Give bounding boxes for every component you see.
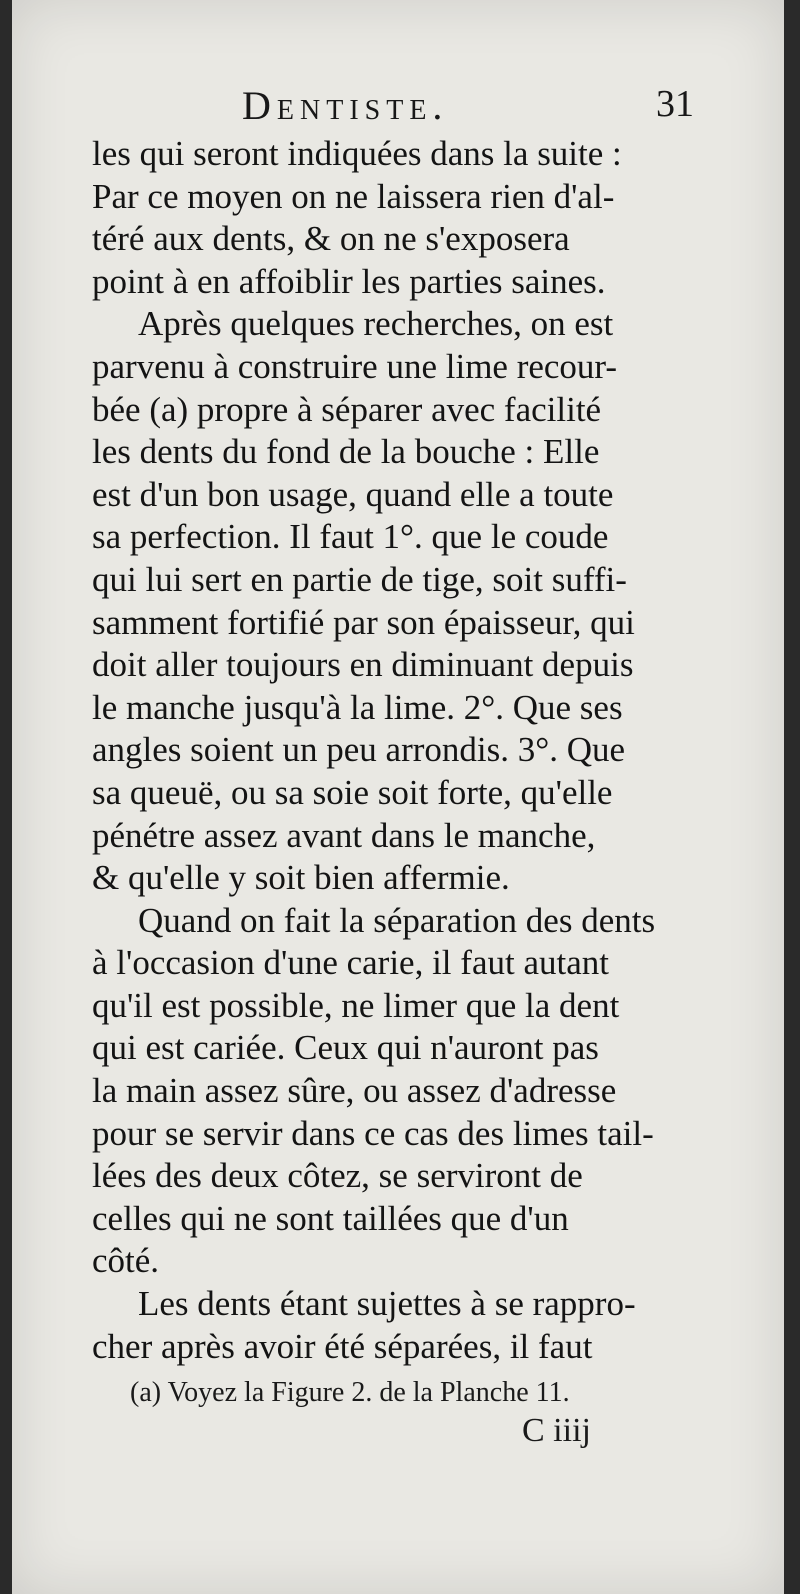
text-line: parvenu à construire une lime recour- xyxy=(92,346,618,386)
text-line: à l'occasion d'une carie, il faut autant xyxy=(92,943,609,983)
paragraph-start-line: Les dents étant sujettes à se rappro- xyxy=(138,1284,636,1324)
text-line: sa queuë, ou sa soie soit forte, qu'elle xyxy=(92,772,613,812)
footnote: (a) Voyez la Figure 2. de la Planche 11. xyxy=(130,1377,570,1408)
text-line: pénétre assez avant dans le manche, xyxy=(92,815,596,855)
text-line: & qu'elle y soit bien affermie. xyxy=(92,858,510,898)
text-line: point à en affoiblir les parties saines. xyxy=(92,261,606,301)
text-line: lées des deux côtez, se serviront de xyxy=(92,1156,583,1196)
text-line: qu'il est possible, ne limer que la dent xyxy=(92,985,620,1025)
text-line: côté. xyxy=(92,1241,160,1281)
running-title: Dentiste. xyxy=(242,83,449,128)
text-line: pour se servir dans ce cas des limes tail- xyxy=(92,1113,654,1153)
text-line: le manche jusqu'à la lime. 2°. Que ses xyxy=(92,687,623,727)
text-line: les qui seront indiquées dans la suite : xyxy=(92,134,622,173)
book-page xyxy=(12,0,784,1594)
paragraph-start-line: Quand on fait la séparation des dents xyxy=(138,900,656,940)
text-line: bée (a) propre à séparer avec facilité xyxy=(92,389,602,429)
body-text xyxy=(92,133,697,1368)
text-line: sa perfection. Il faut 1°. que le coude xyxy=(92,517,609,557)
page-number: 31 xyxy=(656,83,694,125)
paragraph-start-line: Après quelques recherches, on est xyxy=(138,304,614,344)
text-line: cher après avoir été séparées, il faut xyxy=(92,1326,593,1366)
text-line: la main assez sûre, ou assez d'adresse xyxy=(92,1071,617,1111)
text-line: qui est cariée. Ceux qui n'auront pas xyxy=(92,1028,599,1068)
text-line: téré aux dents, & on ne s'exposera xyxy=(92,219,570,259)
text-line: angles soient un peu arrondis. 3°. Que xyxy=(92,730,626,770)
text-line: qui lui sert en partie de tige, soit suffi- xyxy=(92,559,627,599)
signature-mark: C iiij xyxy=(522,1412,591,1449)
text-line: est d'un bon usage, quand elle a toute xyxy=(92,474,614,514)
page-header xyxy=(242,82,694,132)
text-line: les dents du fond de la bouche : Elle xyxy=(92,432,600,472)
text-line: doit aller toujours en diminuant depuis xyxy=(92,645,634,685)
text-line: celles qui ne sont taillées que d'un xyxy=(92,1198,569,1238)
text-line: samment fortifié par son épaisseur, qui xyxy=(92,602,635,642)
text-line: Par ce moyen on ne laissera rien d'al- xyxy=(92,176,615,216)
